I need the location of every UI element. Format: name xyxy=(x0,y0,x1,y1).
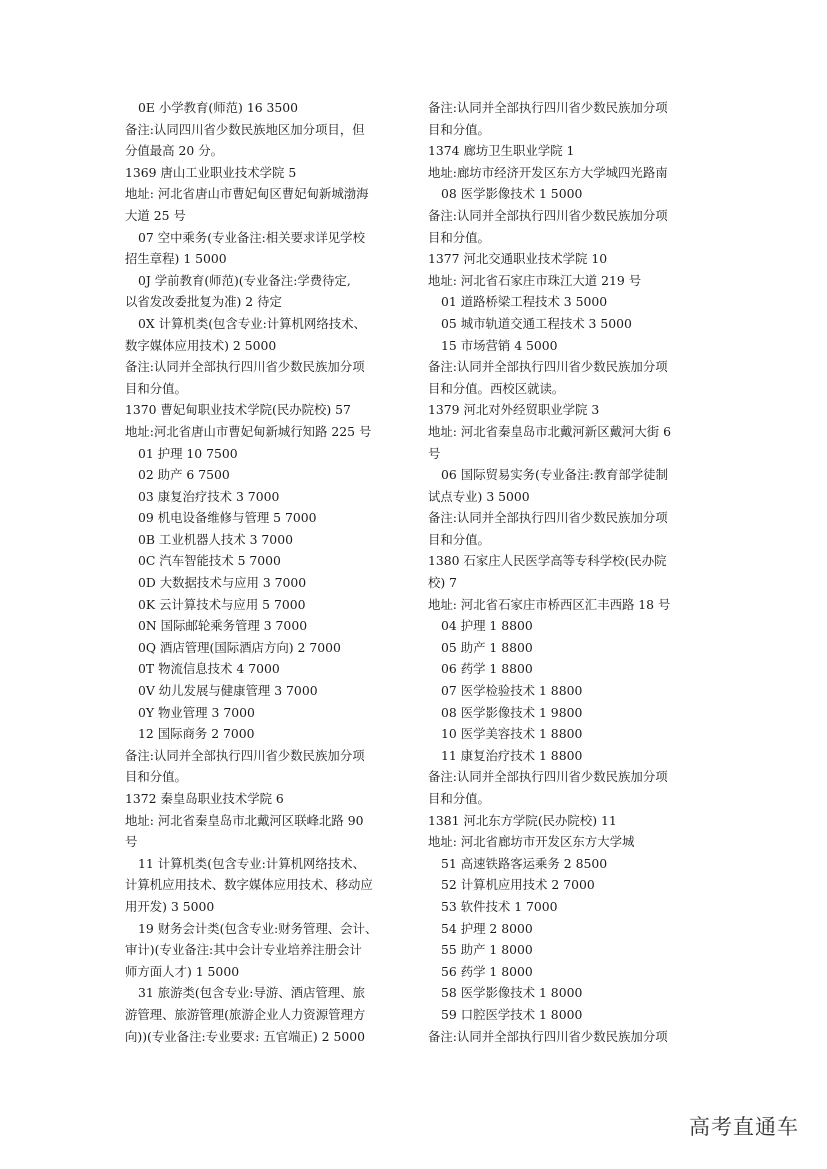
text-line: 向))(专业备注:专业要求: 五官端正) 2 5000 xyxy=(125,1028,365,1044)
text-line: 目和分值。 xyxy=(428,229,490,245)
text-line: 备注:认同并全部执行四川省少数民族加分项 xyxy=(428,510,668,526)
text-line: 06 药学 1 8800 xyxy=(441,661,533,677)
text-line: 01 道路桥梁工程技术 3 5000 xyxy=(441,294,608,310)
text-line: 54 护理 2 8000 xyxy=(441,920,533,936)
text-line: 1370 曹妃甸职业技术学院(民办院校) 57 xyxy=(125,402,351,418)
text-line: 校) 7 xyxy=(428,575,458,591)
text-line: 07 医学检验技术 1 8800 xyxy=(441,683,583,699)
text-line: 备注:认同并全部执行四川省少数民族加分项 xyxy=(428,769,668,785)
text-line: 05 助产 1 8800 xyxy=(441,639,533,655)
text-line: 0C 汽车智能技术 5 7000 xyxy=(138,553,281,569)
text-line: 分值最高 20 分。 xyxy=(125,143,223,159)
text-line: 15 市场营销 4 5000 xyxy=(441,337,558,353)
text-line: 备注:认同并全部执行四川省少数民族加分项 xyxy=(428,100,668,115)
text-line: 0V 幼儿发展与健康管理 3 7000 xyxy=(138,683,318,699)
text-line: 备注:认同并全部执行四川省少数民族加分项 xyxy=(125,747,365,763)
text-line: 备注:认同并全部执行四川省少数民族加分项 xyxy=(428,359,668,375)
text-line: 招生章程) 1 5000 xyxy=(125,251,227,267)
text-line: 目和分值。 xyxy=(428,791,490,806)
text-line: 12 国际商务 2 7000 xyxy=(138,726,255,742)
text-line: 计算机应用技术、数字媒体应用技术、移动应 xyxy=(125,877,373,893)
text-line: 0X 计算机类(包含专业:计算机网络技术、 xyxy=(138,315,366,331)
right-column xyxy=(428,97,708,1047)
text-line: 数字媒体应用技术) 2 5000 xyxy=(125,337,277,353)
text-line: 0Y 物业管理 3 7000 xyxy=(138,704,255,720)
text-line: 大道 25 号 xyxy=(125,207,186,223)
text-line: 07 空中乘务(专业备注:相关要求详见学校 xyxy=(138,229,365,245)
text-line: 1372 秦皇岛职业技术学院 6 xyxy=(125,791,284,806)
text-line: 19 财务会计类(包含专业:财务管理、会计、 xyxy=(138,920,378,936)
text-line: 备注:认同并全部执行四川省少数民族加分项 xyxy=(428,207,668,223)
text-line: 审计)(专业备注:其中会计专业培养注册会计 xyxy=(125,942,362,958)
text-line: 08 医学影像技术 1 9800 xyxy=(441,704,583,720)
text-line: 地址: 河北省石家庄市桥西区汇丰西路 18 号 xyxy=(428,596,671,612)
text-line: 0E 小学教育(师范) 16 3500 xyxy=(138,100,299,115)
text-line: 04 护理 1 8800 xyxy=(441,618,533,634)
text-line: 51 高速铁路客运乘务 2 8500 xyxy=(441,855,608,871)
text-line: 59 口腔医学技术 1 8000 xyxy=(441,1006,583,1022)
text-line: 0J 学前教育(师范)(专业备注:学费待定, xyxy=(138,272,351,288)
text-line: 号 xyxy=(125,834,138,850)
text-line: 05 城市轨道交通工程技术 3 5000 xyxy=(441,315,632,331)
text-line: 号 xyxy=(428,445,441,461)
text-line: 目和分值。 xyxy=(428,531,490,547)
text-line: 1380 石家庄人民医学高等专科学校(民办院 xyxy=(428,553,667,569)
text-line: 地址: 河北省秦皇岛市北戴河区联峰北路 90 xyxy=(125,812,364,828)
text-line: 55 助产 1 8000 xyxy=(441,942,533,958)
watermark: 高考直通车 xyxy=(689,1115,799,1139)
text-line: 以省发改委批复为准) 2 待定 xyxy=(125,294,282,310)
text-line: 56 药学 1 8000 xyxy=(441,963,533,979)
text-line: 1381 河北东方学院(民办院校) 11 xyxy=(428,812,617,828)
text-line: 地址: 河北省廊坊市开发区东方大学城 xyxy=(428,834,635,850)
text-line: 03 康复治疗技术 3 7000 xyxy=(138,488,280,504)
text-line: 地址: 河北省石家庄市珠江大道 219 号 xyxy=(428,272,642,288)
text-line: 1369 唐山工业职业技术学院 5 xyxy=(125,164,297,180)
text-line: 31 旅游类(包含专业:导游、酒店管理、旅 xyxy=(138,985,365,1001)
text-line: 目和分值。 xyxy=(428,121,490,137)
text-line: 用开发) 3 5000 xyxy=(125,898,215,914)
text-line: 0B 工业机器人技术 3 7000 xyxy=(138,531,293,547)
text-line: 地址:河北省唐山市曹妃甸新城行知路 225 号 xyxy=(125,423,372,439)
text-line: 地址:廊坊市经济开发区东方大学城四光路南 xyxy=(428,164,668,180)
text-line: 02 助产 6 7500 xyxy=(138,467,230,483)
text-line: 1377 河北交通职业技术学院 10 xyxy=(428,251,608,267)
text-line: 目和分值。 xyxy=(125,380,187,396)
text-line: 游管理、旅游管理(旅游企业人力资源管理方 xyxy=(125,1006,366,1022)
text-line: 09 机电设备维修与管理 5 7000 xyxy=(138,510,317,526)
left-column xyxy=(125,97,405,1047)
text-line: 1379 河北对外经贸职业学院 3 xyxy=(428,402,600,418)
text-line: 0Q 酒店管理(国际酒店方向) 2 7000 xyxy=(138,639,341,655)
text-line: 地址: 河北省秦皇岛市北戴河新区戴河大街 6 xyxy=(428,423,671,439)
text-line: 53 软件技术 1 7000 xyxy=(441,898,558,914)
text-line: 备注:认同并全部执行四川省少数民族加分项 xyxy=(428,1028,668,1044)
text-line: 06 国际贸易实务(专业备注:教育部学徒制 xyxy=(441,467,668,483)
text-line: 01 护理 10 7500 xyxy=(138,445,238,461)
text-line: 目和分值。西校区就读。 xyxy=(428,380,565,396)
text-line: 11 康复治疗技术 1 8800 xyxy=(441,747,583,763)
text-line: 0T 物流信息技术 4 7000 xyxy=(138,661,280,677)
text-line: 08 医学影像技术 1 5000 xyxy=(441,186,583,202)
text-line: 0D 大数据技术与应用 3 7000 xyxy=(138,575,307,591)
text-line: 1374 廊坊卫生职业学院 1 xyxy=(428,143,575,159)
text-line: 11 计算机类(包含专业:计算机网络技术、 xyxy=(138,855,365,871)
text-line: 0N 国际邮轮乘务管理 3 7000 xyxy=(138,618,308,634)
text-line: 地址: 河北省唐山市曹妃甸区曹妃甸新城渤海 xyxy=(125,186,369,202)
text-line: 0K 云计算技术与应用 5 7000 xyxy=(138,596,306,612)
text-line: 58 医学影像技术 1 8000 xyxy=(441,985,583,1001)
text-line: 目和分值。 xyxy=(125,769,187,785)
text-line: 师方面人才) 1 5000 xyxy=(125,963,240,979)
text-line: 试点专业) 3 5000 xyxy=(428,488,530,504)
text-line: 10 医学美容技术 1 8800 xyxy=(441,726,583,742)
text-line: 52 计算机应用技术 2 7000 xyxy=(441,877,595,893)
text-line: 备注:认同四川省少数民族地区加分项目，但 xyxy=(125,121,365,137)
text-line: 备注:认同并全部执行四川省少数民族加分项 xyxy=(125,359,365,375)
